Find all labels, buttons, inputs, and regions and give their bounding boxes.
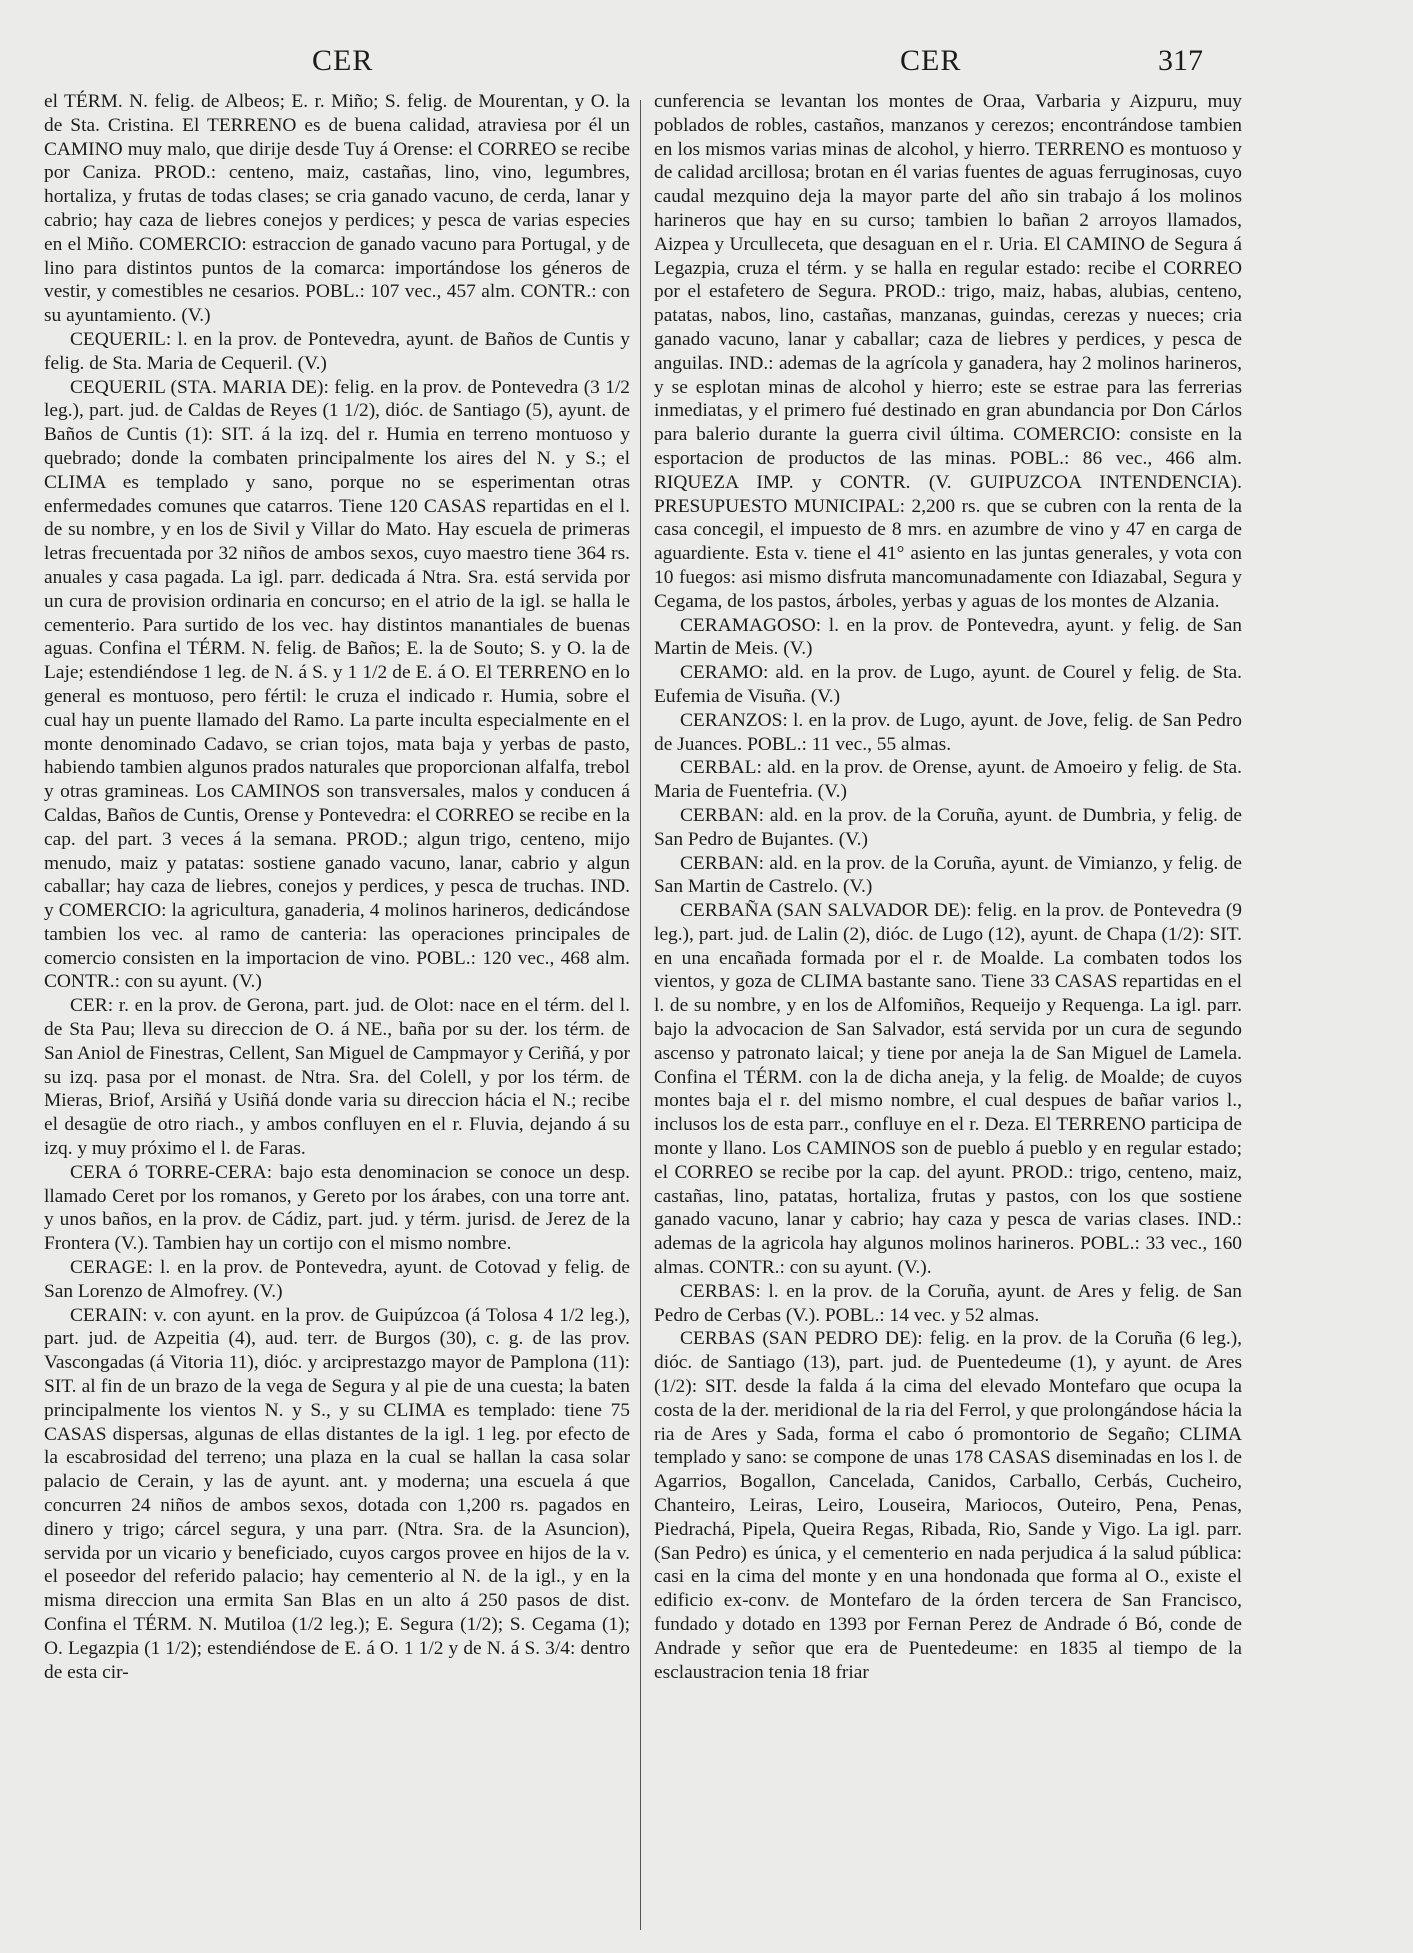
entry-cerbas-felig: CERBAS (SAN PEDRO DE): felig. en la prov. de la Coruña (6 leg.), dióc. de Santiago (13), part. jud. de Puentedeume (1), y ayunt. de Ares (1/2): SIT. desde la falda á la cima del elevado Montefaro que ocupa la costa de la der. meridional de la ria del Ferrol, y que prolongándose hácia la ria de Ares y Sada, forma el cabo ó promontorio de Segaño; CLIMA templado y sano: se compone de unas 178 CASAS diseminadas en los l. de Agarrios, Bogallon, Cancelada, Canidos, Carballo, Cerbás, Cucheiro, Chanteiro, Leiras, Leiro, Louseira, Mariocos, Outeiro, Pena, Penas, Piedrachá, Pipela, Queira Regas, Ribada, Rio, Sande y Vigo. La igl. parr. (San Pedro) es única, y el cementerio en nada perjudica á la salud pública: casi en la cima del monte y en una hondonada que forma al O., existe el edificio ex-conv. de Montefaro de la órden tercera de San Francisco, fundado y dotado en 1393 por Fernan Perez de Andrade ó Bó, conde de Andrade y señor que era de Puentedeume: en 1835 al tiempo de la esclaustracion tenia 18 friar [654,1328,1242,1683]
entry-cequeril-lugar: CEQUERIL: l. en la prov. de Pontevedra, ayunt. de Baños de Cuntis y felig. de Sta. Maria de Cequeril. (V.) [44,328,630,374]
entry-cerbas-lugar: CERBAS: l. en la prov. de la Coruña, ayunt. de Ares y felig. de San Pedro de Cerbas (V.). POBL.: 14 vec. y 52 almas. [654,1280,1242,1326]
entry-cera: CERA ó TORRE-CERA: bajo esta denominacion se conoce un desp. llamado Ceret por los romanos, y Gereto por los árabes, con una torre ant. y unos baños, en la prov. de Cádiz, part. jud. y térm. jurisd. de Jerez de la Frontera (V.). Tambien hay un cortijo con el mismo nombre. [44,1161,630,1255]
entry-ceramo: CERAMO: ald. en la prov. de Lugo, ayunt. de Courel y felig. de Sta. Eufemia de Visuña. (V.) [654,662,1242,707]
column-divider [640,100,641,1930]
entry-ceramagoso: CERAMAGOSO: l. en la prov. de Pontevedra, ayunt. y felig. de San Martin de Meis. (V.) [654,614,1242,660]
entry-cer: CER: r. en la prov. de Gerona, part. jud. de Olot: nace en el térm. del l. de Sta Pau; lleva su direccion de O. á NE., baña por su der. los térm. de San Aniol de Finestras, Cellent, San Miguel de Campmayor y Ceriñá, y por su izq. pasa por el monast. de Ntra. Sra. del Colell, y por los térm. de Mieras, Briof, Arsiñá y Usiñá donde varia su direccion hácia el N.; recibe el desagüe de otro riach., y ambos confluyen en el r. Fluvia, dejando á su izq. y muy próximo el l. de Faras. [44,995,630,1160]
entry-cerage: CERAGE: l. en la prov. de Pontevedra, ayunt. de Cotovad y felig. de San Lorenzo de Almofrey. (V.) [44,1257,630,1302]
left-column [44,90,630,1950]
page-number: 317 [1158,44,1203,77]
entry-cerain: CERAIN: v. con ayunt. en la prov. de Guipúzcoa (á Tolosa 4 1/2 leg.), part. jud. de Azpeitia (4), aud. terr. de Burgos (30), c. g. de las prov. Vascongadas (á Vitoria 11), dióc. y arciprestazgo mayor de Pamplona (11): SIT. al fin de un brazo de la vega de Segura y al pie de una cuesta; la baten principalmente los vientos N. y S., y su CLIMA es templado: tiene 75 CASAS dispersas, algunas de ellas distantes de la igl. 1 leg. por efecto de la escabrosidad del terreno; una plaza en la cual se hallan la casa solar palacio de Cerain, y las de ayunt. ant. y moderna; una escuela á que concurren 24 niños de ambos sexos, dotada con 1,200 rs. pagados en dinero y trigo; cárcel segura, y una parr. (Ntra. Sra. de la Asuncion), servida por un vicario y beneficiado, cuyos cargos provee en hijos de la v. el poseedor del referido palacio; hay cementerio al N. de la igl., y en la misma direccion una ermita San Blas en un alto á 250 pasos de dist. Confina el TÉRM. N. Mutiloa (1/2 leg.); E. Segura (1/2); S. Cegama (1); O. Legazpia (1 1/2); estendiéndose de E. á O. 1 1/2 y de N. á S. 3/4: dentro de esta cir- [44,1304,630,1683]
entry-continuation: el TÉRM. N. felig. de Albeos; E. r. Miño; S. felig. de Mourentan, y O. la de Sta. Cristina. El TERRENO es de buena calidad, atraviesa por él un CAMINO muy malo, que dirije desde Tuy á Orense: el CORREO se recibe por Caniza. PROD.: centeno, maiz, castañas, lino, vino, legumbres, hortaliza, y frutas de todas clases; se cria ganado vacuno, de cerda, lanar y cabrio; hay caza de liebres conejos y perdices; y pesca de varias especies en el Miño. COMERCIO: estraccion de ganado vacuno para Portugal, y de lino para distintos puntos de la comarca: importándose los géneros de vestir, y comestibles ne cesarios. POBL.: 107 vec., 457 alm. CONTR.: con su ayuntamiento. (V.) [44,91,630,327]
entry-ceranzos: CERANZOS: l. en la prov. de Lugo, ayunt. de Jove, felig. de San Pedro de Juances. POBL.: 11 vec., 55 almas. [654,709,1242,755]
right-column [654,90,1242,1950]
entry-cerban-dumbria: CERBAN: ald. en la prov. de la Coruña, ayunt. de Dumbria, y felig. de San Pedro de Bujantes. (V.) [654,804,1242,850]
right-running-head: CER [900,44,962,77]
entry-cerain-continuation: cunferencia se levantan los montes de Oraa, Varbaria y Aizpuru, muy poblados de robles, castaños, manzanos y cerezos; encontrándose tambien en los mismos varias minas de alcohol, y hierro. TERRENO es montuoso y de calidad arcillosa; brotan en él varias fuentes de aguas ferruginosas, cuyo caudal mezquino deja la mayor parte del año sin trabajo á los molinos harineros que hay en su curso; tambien lo bañan 2 arroyos llamados, Aizpea y Urculleceta, que desaguan en el r. Uria. El CAMINO de Segura á Legazpia, cruza el térm. y se halla en regular estado: recibe el CORREO por el estafetero de Segura. PROD.: trigo, maiz, habas, alubias, centeno, patatas, nabos, lino, castañas, manzanas, guindas, cerezas y nueces; cria ganado vacuno, lanar y caballar; caza de liebres y perdices, y pesca de anguilas. IND.: ademas de la agrícola y ganadera, hay 2 molinos harineros, y se esplotan minas de alcohol y hierro; este se estrae para las ferrerias inmediatas, y el primero fué destinado en gran abundancia por Don Cárlos para balerio durante la guerra civil última. COMERCIO: consiste en la esportacion de productos de las minas. POBL.: 86 vec., 466 alm. RIQUEZA IMP. y CONTR. (V. GUIPUZCOA INTENDENCIA). PRESUPUESTO MUNICIPAL: 2,200 rs. que se cubren con la renta de la casa concegil, el impuesto de 8 mrs. en azumbre de vino y 47 en carga de aguardiente. Esta v. tiene el 41° asiento en las juntas generales, y vota con 10 fuegos: asi mismo disfruta mancomunadamente con Idiazabal, Segura y Cegama, de los pastos, árboles, yerbas y aguas de los montes de Alzania. [654,91,1242,612]
entry-cerbal: CERBAL: ald. en la prov. de Orense, ayunt. de Amoeiro y felig. de Sta. Maria de Fuentefria. (V.) [654,757,1242,803]
left-running-head: CER [312,44,374,77]
entry-cerbana: CERBAÑA (SAN SALVADOR DE): felig. en la prov. de Pontevedra (9 leg.), part. jud. de Lalin (2), dióc. de Lugo (12), ayunt. de Chapa (1/2): SIT. en una encañada formada por el r. de Moalde. La combaten todos los vientos, y goza de CLIMA bastante sano. Tiene 33 CASAS repartidas en el l. de su nombre, y en los de Alfomiños, Requeijo y Requenga. La igl. parr. bajo la advocacion de San Salvador, está servida por un cura de segundo ascenso y patronato laical; y tiene por aneja la de San Miguel de Lamela. Confina el TÉRM. con la de dicha aneja, y la felig. de Moalde; de cuyos montes baja el r. del mismo nombre, el cual despues de bañar varios l., inclusos los de esta parr., confluye en el r. Deza. El TERRENO participa de monte y llano. Los CAMINOS son de pueblo á pueblo y en regular estado; el CORREO se recibe por la cap. del ayunt. PROD.: trigo, centeno, maiz, castañas, lino, patatas, hortaliza, frutas y pastos, con los que sostiene ganado vacuno, lanar y cabrio; hay caza y pesca de varias clases. IND.: ademas de la agricola hay algunos molinos harineros. POBL.: 33 vec., 160 almas. CONTR.: con su ayunt. (V.). [654,900,1242,1279]
entry-cequeril-felig: CEQUERIL (STA. MARIA DE): felig. en la prov. de Pontevedra (3 1/2 leg.), part. jud. de Caldas de Reyes (1 1/2), dióc. de Santiago (5), ayunt. de Baños de Cuntis (1): SIT. á la izq. del r. Humia en terreno montuoso y quebrado; donde la combaten principalmente los aires del N. y S.; el CLIMA es templado y sano, porque no se esperimentan otras enfermedades comunes que catarros. Tiene 120 CASAS repartidas en el l. de su nombre, y en los de Sivil y Villar do Mato. Hay escuela de primeras letras frecuentada por 32 niños de ambos sexos, cuyo maestro tiene 364 rs. anuales y casa pagada. La igl. parr. dedicada á Ntra. Sra. está servida por un cura de provision ordinaria en concurso; en el atrio de la igl. se halla le cementerio. Para surtido de los vec. hay distintos manantiales de buenas aguas. Confina el TÉRM. N. felig. de Baños; E. la de Souto; S. y O. la de Laje; estendiéndose 1 leg. de N. á S. y 1 1/2 de E. á O. El TERRENO en lo general es montuoso, pero fértil: le cruza el indicado r. Humia, sobre el cual hay un puente llamado del Ramo. La parte inculta especialmente en el monte denominado Cadavo, se crian tojos, mata baja y yerbas de pasto, habiendo tambien algunos prados naturales que proporcionan alfalfa, trebol y otras gramineas. Los CAMINOS son transversales, malos y conducen á Caldas, Baños de Cuntis, Orense y Pontevedra: el CORREO se recibe en la cap. del part. 3 veces á la semana. PROD.; algun trigo, centeno, mijo menudo, maiz y patatas: sostiene ganado vacuno, lanar, cabrio y algun caballar; hay caza de liebres, conejos y perdices, y pesca de truchas. IND. y COMERCIO: la agricultura, ganaderia, 4 molinos harineros, dedicándose tambien los vec. al ramo de canteria: las operaciones principales de comercio consisten en la importacion de vino. POBL.: 120 vec., 468 alm. CONTR.: con su ayunt. (V.) [44,376,630,993]
entry-cerban-vimianzo: CERBAN: ald. en la prov. de la Coruña, ayunt. de Vimianzo, y felig. de San Martin de Castrelo. (V.) [654,852,1242,898]
page-header [0,44,1413,94]
